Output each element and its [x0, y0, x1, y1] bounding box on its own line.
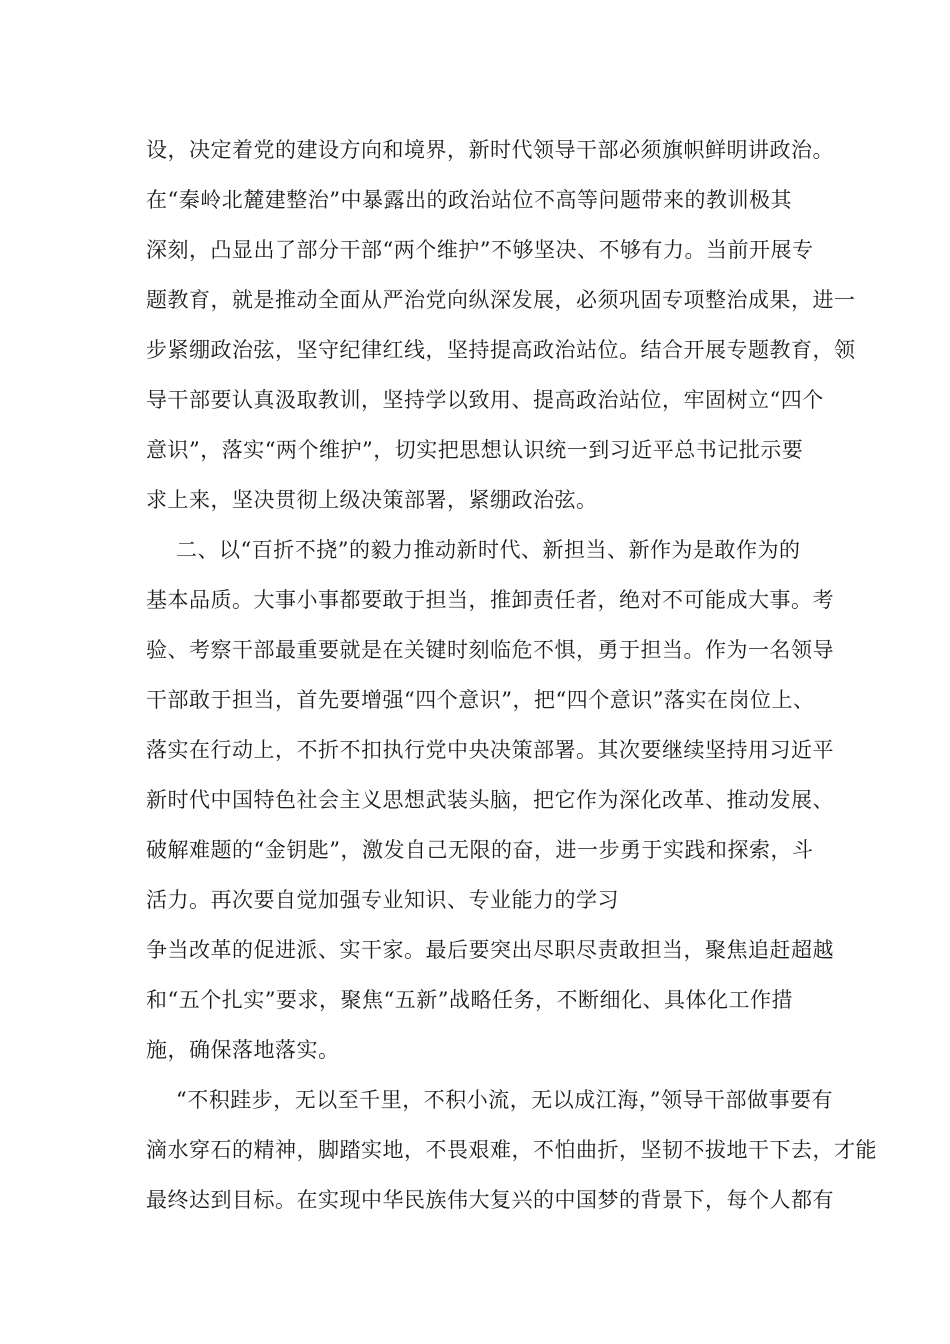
- text-line-8: 求上来，坚决贯彻上级决策部署，紧绷政治弦。: [146, 488, 598, 512]
- text-line-20: “不积跬步，无以至千里，不积小流，无以成江海，”领导干部做事要有: [176, 1088, 833, 1112]
- text-line-1: 设，决定着党的建设方向和境界，新时代领导干部必须旗帜鲜明讲政治。: [146, 138, 834, 162]
- text-line-12: 干部敢于担当，首先要增强“四个意识”，把“四个意识”落实在岗位上、: [146, 688, 815, 712]
- text-line-17: 争当改革的促进派、实干家。最后要突出尽职尽责敢担当，聚焦追赶超越: [146, 938, 834, 962]
- text-line-9: 二、以“百折不挠”的毅力推动新时代、新担当、新作为是敢作为的: [176, 538, 801, 562]
- text-line-14: 新时代中国特色社会主义思想武装头脑，把它作为深化改革、推动发展、: [146, 788, 834, 812]
- text-line-6: 导干部要认真汲取教训，坚持学以致用、提高政治站位，牢固树立“四个: [146, 388, 824, 412]
- text-line-7: 意识”，落实“两个维护”，切实把思想认识统一到习近平总书记批示要: [146, 438, 804, 462]
- text-line-18: 和“五个扎实”要求，聚焦“五新”战略任务，不断细化、具体化工作措: [146, 988, 793, 1012]
- text-line-13: 落实在行动上，不折不扣执行党中央决策部署。其次要继续坚持用习近平: [146, 738, 834, 762]
- text-line-10: 基本品质。大事小事都要敢于担当，推卸责任者，绝对不可能成大事。考: [146, 588, 834, 612]
- text-line-16: 活力。再次要自觉加强专业知识、专业能力的学习: [146, 888, 619, 912]
- text-line-11: 验、考察干部最重要就是在关键时刻临危不惧，勇于担当。作为一名领导: [146, 638, 834, 662]
- text-line-2: 在“秦岭北麓建整治”中暴露出的政治站位不高等问题带来的教训极其: [146, 188, 792, 212]
- text-line-5: 步紧绷政治弦，坚守纪律红线，坚持提高政治站位。结合开展专题教育，领: [146, 338, 856, 362]
- text-line-19: 施，确保落地落实。: [146, 1038, 340, 1062]
- text-line-21: 滴水穿石的精神，脚踏实地，不畏艰难，不怕曲折，坚韧不拔地干下去，才能: [146, 1138, 877, 1162]
- text-line-15: 破解难题的“金钥匙”，激发自己无限的奋，进一步勇于实践和探索，斗: [146, 838, 814, 862]
- text-line-4: 题教育，就是推动全面从严治党向纵深发展，必须巩固专项整治成果，进一: [146, 288, 856, 312]
- text-line-3: 深刻，凸显出了部分干部“两个维护”不够坚决、不够有力。当前开展专: [146, 238, 814, 262]
- text-line-22: 最终达到目标。在实现中华民族伟大复兴的中国梦的背景下，每个人都有: [146, 1188, 834, 1212]
